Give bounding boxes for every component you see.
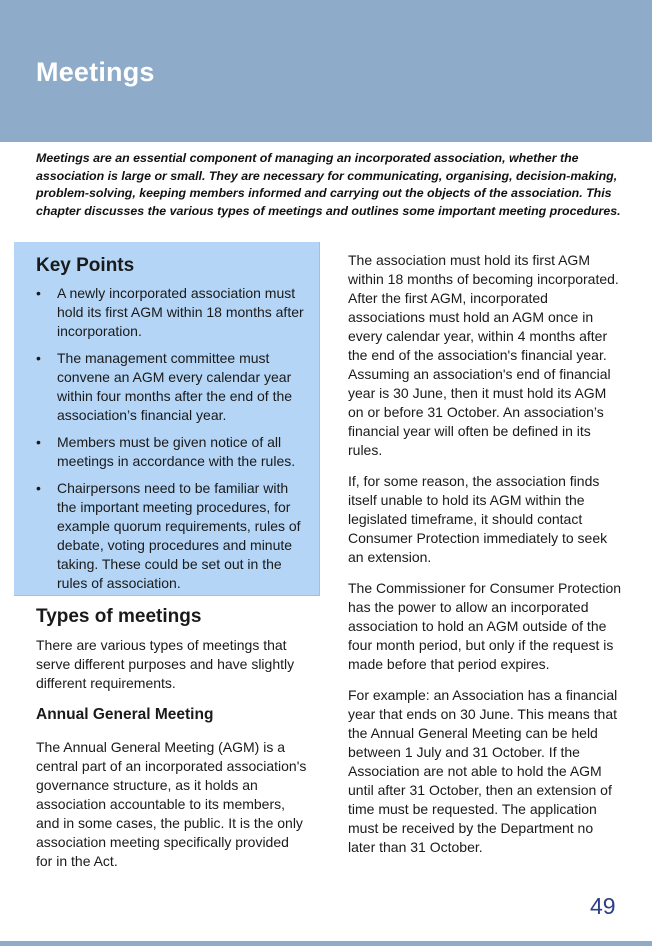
- key-points-box: [14, 242, 320, 596]
- key-point-item: [36, 479, 308, 593]
- bullet-icon: •: [36, 434, 41, 450]
- key-points-heading: Key Points: [36, 255, 135, 276]
- key-points-list: [36, 284, 308, 601]
- key-point-text: Chairpersons need to be familiar with the important meeting procedures, for example quorum requirements, rules of debate, voting procedures and minute taking. These could be set out in the rules of association.: [57, 480, 301, 591]
- key-point-text: Members must be given notice of all meetings in accordance with the rules.: [57, 434, 296, 469]
- bullet-icon: •: [36, 350, 41, 366]
- bullet-icon: •: [36, 285, 41, 301]
- right-column: [348, 251, 622, 869]
- chapter-title: Meetings: [36, 57, 155, 87]
- chapter-header-band: [0, 0, 652, 142]
- right-column-paragraph: The Commissioner for Consumer Protection has the power to allow an incorporated association to hold an AGM outside of the four month period, but only if the request is made before that period expires.: [348, 580, 622, 672]
- agm-heading: Annual General Meeting: [36, 706, 214, 723]
- key-point-text: A newly incorporated association must hold its first AGM within 18 months after incorporation.: [57, 285, 304, 339]
- right-column-paragraph: The association must hold its first AGM within 18 months of becoming incorporated. After the first AGM, incorporated associations must hold an AGM once in every calendar year, within 4 months after the end of the association's financial year. Assuming an association's end of financial year is 30 June, then it must hold its AGM on or before 31 October. An association’s financial year will often be defined in its rules.: [348, 252, 619, 458]
- chapter-intro: Meetings are an essential component of managing an incorporated association, whether the association is large or small. They are necessary for communicating, organising, decision-making, problem-solving, keeping members informed and carrying out the objects of the association. This chapter discusses the various types of meetings and outlines some important meeting procedures.: [36, 151, 621, 218]
- right-column-paragraph: If, for some reason, the association finds itself unable to hold its AGM within the legislated timeframe, it should contact Consumer Protection immediately to seek an extension.: [348, 473, 608, 565]
- right-column-paragraph: For example: an Association has a financial year that ends on 30 June. This means that the Annual General Meeting can be held between 1 July and 31 October. If the Association are not able to hold the AGM until after 31 October, then an extension of time must be requested. The application must be received by the Department no later than 31 October.: [348, 687, 618, 855]
- page-number: 49: [590, 893, 616, 919]
- key-point-text: The management committee must convene an AGM every calendar year within four months after the end of the association’s financial year.: [57, 350, 293, 423]
- bullet-icon: •: [36, 480, 41, 496]
- agm-paragraph: The Annual General Meeting (AGM) is a central part of an incorporated association's governance structure, as it holds an association accountable to its members, and in some cases, the public. It is the only association meeting specifically provided for in the Act.: [36, 739, 307, 869]
- key-point-item: [36, 349, 308, 425]
- key-point-item: [36, 284, 308, 341]
- types-of-meetings-heading: Types of meetings: [36, 606, 202, 627]
- footer-rule: [0, 941, 652, 946]
- types-of-meetings-paragraph: There are various types of meetings that serve different purposes and have slightly different requirements.: [36, 637, 295, 691]
- key-point-item: [36, 433, 308, 471]
